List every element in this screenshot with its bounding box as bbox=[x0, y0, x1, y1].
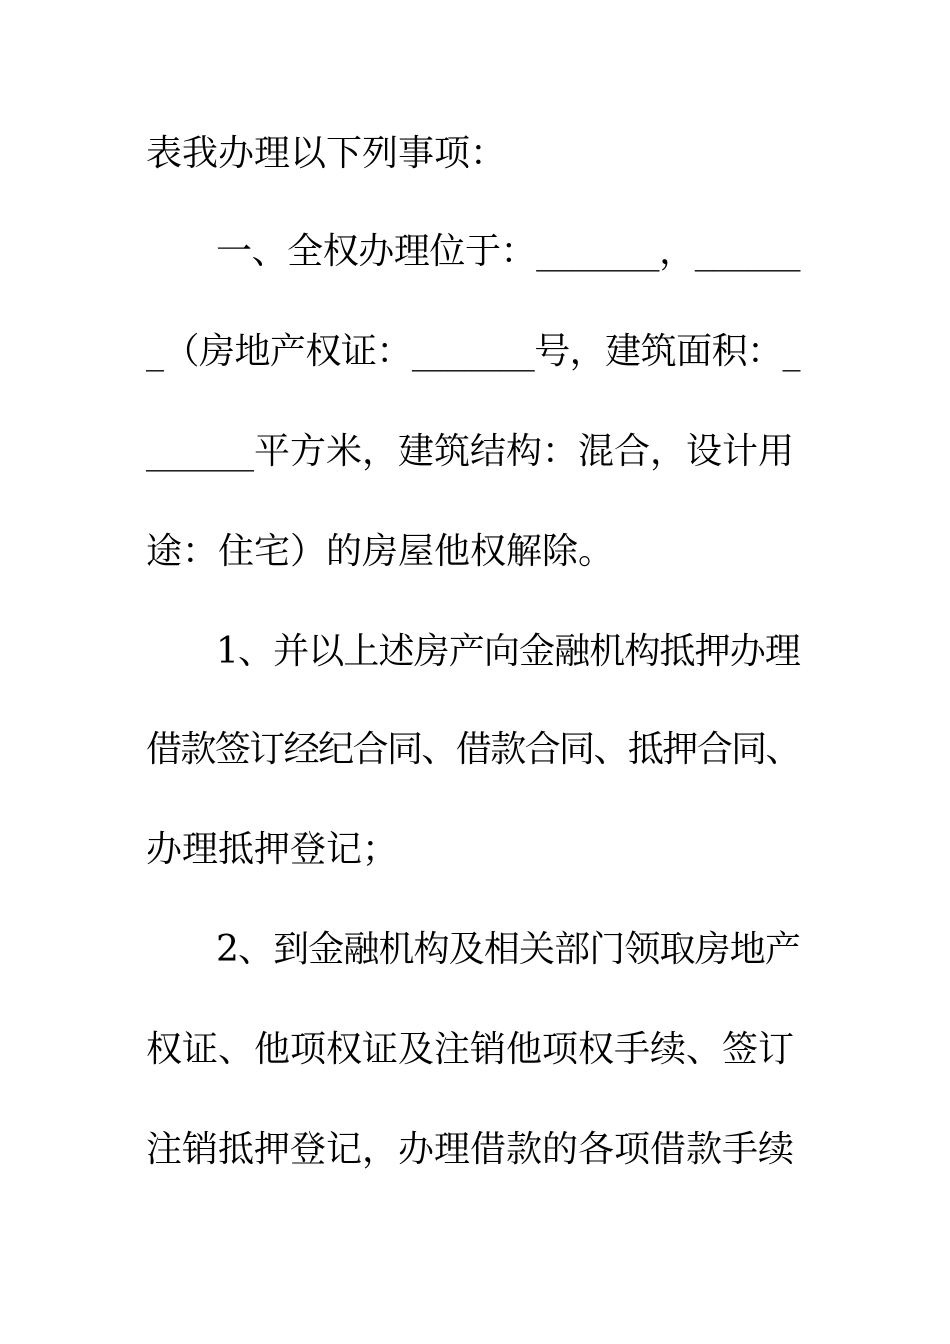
text-line: 借款签订经纪合同、借款合同、抵押合同、 bbox=[146, 729, 800, 770]
text-line: 权证、他项权证及注销他项权手续、签订 bbox=[146, 1029, 795, 1070]
clause-one-heading-line: 一、全权办理位于：_______，______ bbox=[216, 231, 801, 272]
text-line: ______平方米，建筑结构：混合，设计用 bbox=[146, 431, 795, 472]
text-line: 表我办理以下列事项： bbox=[146, 133, 507, 174]
text-line: 途：住宅）的房屋他权解除。 bbox=[146, 531, 615, 572]
text-line: 办理抵押登记； bbox=[146, 829, 399, 870]
text-line: 注销抵押登记，办理借款的各项借款手续 bbox=[146, 1129, 795, 1170]
item-two-line: 2、到金融机构及相关部门领取房地产 bbox=[216, 929, 800, 970]
item-one-line: 1、并以上述房产向金融机构抵押办理 bbox=[216, 631, 800, 672]
text-line: _（房地产权证：_______号，建筑面积：_ bbox=[146, 331, 801, 372]
